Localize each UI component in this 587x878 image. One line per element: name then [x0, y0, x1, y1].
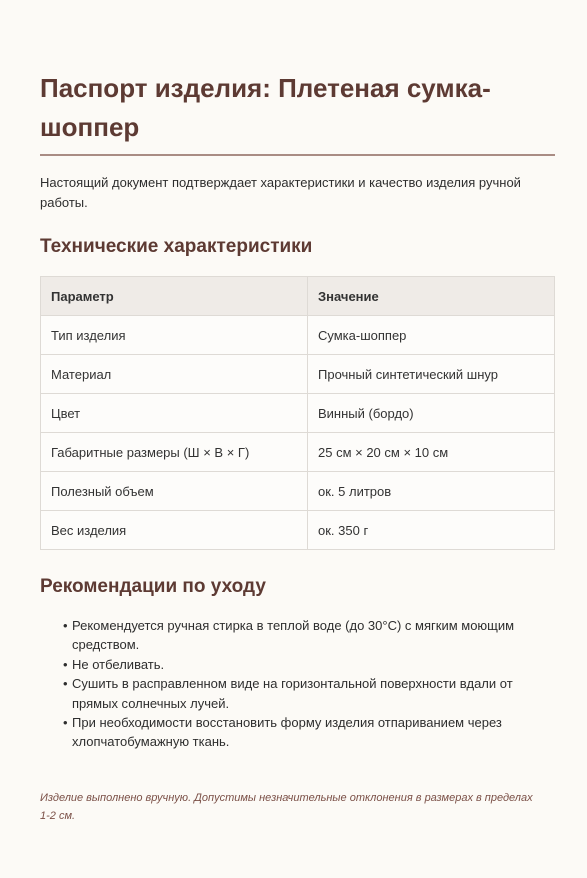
value-cell: Винный (бордо): [308, 394, 555, 433]
bullet-marker: •: [63, 715, 68, 731]
value-cell: 25 см × 20 см × 10 см: [308, 433, 555, 472]
care-list: [63, 616, 533, 752]
care-item-text: Рекомендуется ручная стирка в теплой воде (до 30°C) с мягким моющим средством.: [72, 618, 515, 653]
param-cell: Материал: [41, 355, 308, 394]
value-cell: ок. 5 литров: [308, 472, 555, 511]
param-cell: Вес изделия: [41, 511, 308, 550]
bullet-marker: •: [63, 656, 68, 672]
list-item: [63, 713, 533, 752]
table-row: [41, 355, 555, 394]
param-cell: Полезный объем: [41, 472, 308, 511]
specs-table: [40, 276, 555, 550]
param-cell: Цвет: [41, 394, 308, 433]
intro-text: Настоящий документ подтверждает характеристики и качество изделия ручной работы.: [40, 175, 521, 210]
bullet-marker: •: [63, 676, 68, 692]
table-header-row: [41, 277, 555, 316]
table-row: [41, 433, 555, 472]
column-header-value: Значение: [308, 277, 555, 316]
table-row: [41, 316, 555, 355]
list-item: [63, 655, 533, 674]
table-row: [41, 472, 555, 511]
list-item: [63, 674, 533, 713]
table-row: [41, 511, 555, 550]
param-cell: Тип изделия: [41, 316, 308, 355]
value-cell: Сумка-шоппер: [308, 316, 555, 355]
footnote: Изделие выполнено вручную. Допустимы незначительные отклонения в размерах в пределах 1-2 см.: [40, 792, 533, 822]
care-item-text: При необходимости восстановить форму изделия отпариванием через хлопчатобумажную ткань.: [72, 715, 502, 750]
value-cell: ок. 350 г: [308, 511, 555, 550]
table-row: [41, 394, 555, 433]
title-divider: [40, 154, 555, 156]
care-item-text: Не отбеливать.: [72, 656, 165, 672]
list-item: [63, 616, 533, 655]
specs-heading: Технические характеристики: [40, 236, 313, 257]
column-header-parameter: Параметр: [41, 277, 308, 316]
page-title: Паспорт изделия: Плетеная сумка-шоппер: [40, 73, 491, 142]
care-heading: Рекомендации по уходу: [40, 576, 266, 597]
bullet-marker: •: [63, 618, 68, 633]
value-cell: Прочный синтетический шнур: [308, 355, 555, 394]
param-cell: Габаритные размеры (Ш × В × Г): [41, 433, 308, 472]
care-item-text: Сушить в расправленном виде на горизонтальной поверхности вдали от прямых солнечных лучей.: [72, 676, 513, 711]
